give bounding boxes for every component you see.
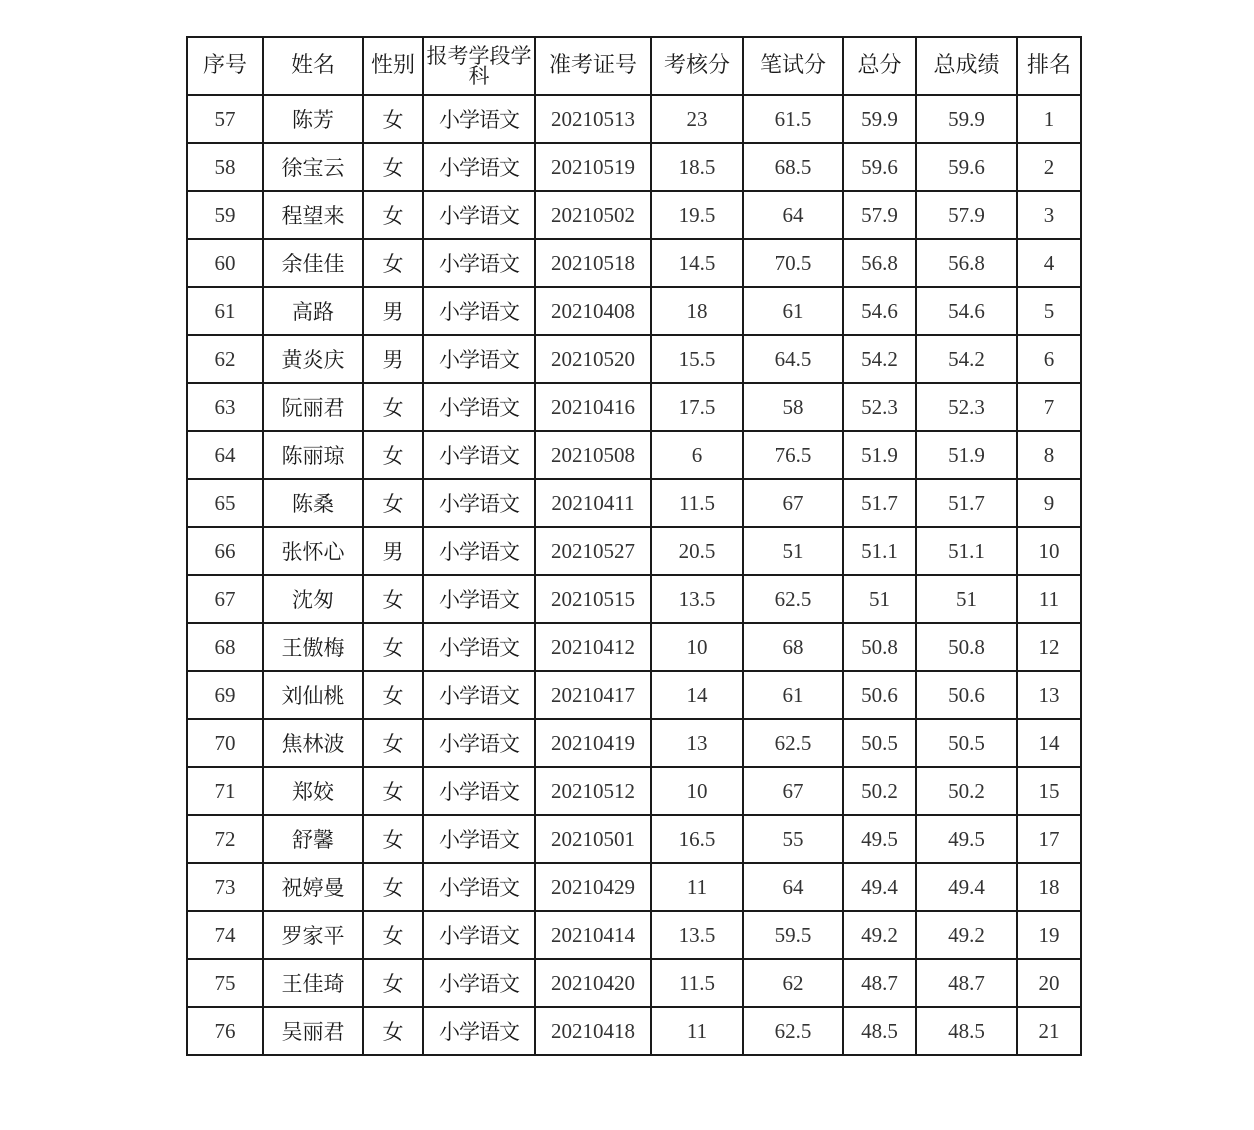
cell-total: 54.2: [843, 335, 916, 383]
cell-exam-id: 20210411: [535, 479, 651, 527]
header-final: 总成绩: [916, 37, 1017, 95]
header-total: 总分: [843, 37, 916, 95]
cell-total: 49.5: [843, 815, 916, 863]
header-subject: 报考学段学科: [423, 37, 535, 95]
cell-subject: 小学语文: [423, 239, 535, 287]
cell-rank: 19: [1017, 911, 1081, 959]
header-gender: 性别: [363, 37, 423, 95]
table-row: [187, 623, 1081, 671]
cell-name: 张怀心: [263, 527, 363, 575]
cell-name: 王佳琦: [263, 959, 363, 1007]
cell-gender: 女: [363, 623, 423, 671]
cell-rank: 4: [1017, 239, 1081, 287]
header-row: [187, 37, 1081, 95]
cell-total: 51.7: [843, 479, 916, 527]
cell-assessment: 13.5: [651, 911, 743, 959]
cell-rank: 12: [1017, 623, 1081, 671]
cell-total: 48.5: [843, 1007, 916, 1055]
cell-written: 67: [743, 767, 843, 815]
cell-rank: 1: [1017, 95, 1081, 143]
cell-exam-id: 20210508: [535, 431, 651, 479]
cell-final: 48.5: [916, 1007, 1017, 1055]
cell-subject: 小学语文: [423, 287, 535, 335]
cell-name: 刘仙桃: [263, 671, 363, 719]
table-row: [187, 863, 1081, 911]
cell-gender: 女: [363, 671, 423, 719]
cell-exam-id: 20210519: [535, 143, 651, 191]
table-row: [187, 143, 1081, 191]
cell-final: 56.8: [916, 239, 1017, 287]
cell-rank: 11: [1017, 575, 1081, 623]
cell-total: 57.9: [843, 191, 916, 239]
cell-rank: 20: [1017, 959, 1081, 1007]
cell-gender: 女: [363, 479, 423, 527]
cell-exam-id: 20210502: [535, 191, 651, 239]
cell-name: 焦林波: [263, 719, 363, 767]
cell-seq: 65: [187, 479, 263, 527]
cell-rank: 10: [1017, 527, 1081, 575]
table-row: [187, 719, 1081, 767]
table-row: [187, 335, 1081, 383]
cell-seq: 68: [187, 623, 263, 671]
cell-final: 57.9: [916, 191, 1017, 239]
cell-written: 64: [743, 863, 843, 911]
score-table: [186, 36, 1082, 1056]
cell-name: 沈匆: [263, 575, 363, 623]
cell-exam-id: 20210520: [535, 335, 651, 383]
cell-written: 61: [743, 287, 843, 335]
cell-final: 52.3: [916, 383, 1017, 431]
cell-rank: 7: [1017, 383, 1081, 431]
cell-assessment: 15.5: [651, 335, 743, 383]
cell-written: 58: [743, 383, 843, 431]
cell-exam-id: 20210414: [535, 911, 651, 959]
cell-gender: 男: [363, 335, 423, 383]
cell-seq: 64: [187, 431, 263, 479]
cell-exam-id: 20210420: [535, 959, 651, 1007]
cell-seq: 75: [187, 959, 263, 1007]
cell-assessment: 11.5: [651, 959, 743, 1007]
header-name: 姓名: [263, 37, 363, 95]
cell-written: 55: [743, 815, 843, 863]
cell-final: 48.7: [916, 959, 1017, 1007]
cell-total: 50.6: [843, 671, 916, 719]
cell-subject: 小学语文: [423, 671, 535, 719]
header-seq: 序号: [187, 37, 263, 95]
cell-assessment: 11: [651, 1007, 743, 1055]
cell-name: 郑姣: [263, 767, 363, 815]
cell-gender: 女: [363, 767, 423, 815]
cell-exam-id: 20210418: [535, 1007, 651, 1055]
cell-gender: 男: [363, 287, 423, 335]
cell-seq: 74: [187, 911, 263, 959]
cell-subject: 小学语文: [423, 959, 535, 1007]
cell-total: 50.5: [843, 719, 916, 767]
cell-name: 王傲梅: [263, 623, 363, 671]
cell-gender: 女: [363, 239, 423, 287]
cell-gender: 女: [363, 911, 423, 959]
cell-final: 49.4: [916, 863, 1017, 911]
cell-seq: 67: [187, 575, 263, 623]
cell-written: 62.5: [743, 1007, 843, 1055]
cell-rank: 21: [1017, 1007, 1081, 1055]
cell-total: 56.8: [843, 239, 916, 287]
cell-total: 52.3: [843, 383, 916, 431]
cell-gender: 女: [363, 719, 423, 767]
cell-exam-id: 20210512: [535, 767, 651, 815]
cell-assessment: 10: [651, 767, 743, 815]
cell-written: 64.5: [743, 335, 843, 383]
cell-final: 59.9: [916, 95, 1017, 143]
cell-assessment: 6: [651, 431, 743, 479]
cell-final: 50.6: [916, 671, 1017, 719]
cell-seq: 72: [187, 815, 263, 863]
cell-final: 49.5: [916, 815, 1017, 863]
cell-name: 罗家平: [263, 911, 363, 959]
cell-name: 徐宝云: [263, 143, 363, 191]
table-row: [187, 1007, 1081, 1055]
cell-gender: 女: [363, 863, 423, 911]
cell-total: 51.1: [843, 527, 916, 575]
cell-exam-id: 20210515: [535, 575, 651, 623]
cell-exam-id: 20210417: [535, 671, 651, 719]
cell-gender: 女: [363, 575, 423, 623]
cell-final: 51.9: [916, 431, 1017, 479]
cell-subject: 小学语文: [423, 143, 535, 191]
cell-total: 50.2: [843, 767, 916, 815]
cell-exam-id: 20210429: [535, 863, 651, 911]
cell-subject: 小学语文: [423, 191, 535, 239]
cell-rank: 6: [1017, 335, 1081, 383]
cell-subject: 小学语文: [423, 383, 535, 431]
cell-total: 51.9: [843, 431, 916, 479]
cell-rank: 8: [1017, 431, 1081, 479]
cell-name: 黄炎庆: [263, 335, 363, 383]
table-row: [187, 191, 1081, 239]
cell-assessment: 11: [651, 863, 743, 911]
cell-exam-id: 20210416: [535, 383, 651, 431]
cell-rank: 9: [1017, 479, 1081, 527]
cell-seq: 69: [187, 671, 263, 719]
cell-subject: 小学语文: [423, 479, 535, 527]
cell-subject: 小学语文: [423, 431, 535, 479]
cell-rank: 5: [1017, 287, 1081, 335]
cell-gender: 女: [363, 95, 423, 143]
cell-final: 54.2: [916, 335, 1017, 383]
cell-gender: 女: [363, 143, 423, 191]
cell-seq: 70: [187, 719, 263, 767]
cell-assessment: 17.5: [651, 383, 743, 431]
table-row: [187, 671, 1081, 719]
cell-name: 程望来: [263, 191, 363, 239]
cell-subject: 小学语文: [423, 527, 535, 575]
table-row: [187, 479, 1081, 527]
cell-name: 陈桑: [263, 479, 363, 527]
cell-seq: 71: [187, 767, 263, 815]
cell-gender: 女: [363, 383, 423, 431]
cell-name: 阮丽君: [263, 383, 363, 431]
cell-exam-id: 20210419: [535, 719, 651, 767]
cell-final: 50.5: [916, 719, 1017, 767]
cell-written: 51: [743, 527, 843, 575]
cell-seq: 61: [187, 287, 263, 335]
table-row: [187, 575, 1081, 623]
cell-seq: 73: [187, 863, 263, 911]
header-exam-id: 准考证号: [535, 37, 651, 95]
table-row: [187, 431, 1081, 479]
cell-final: 49.2: [916, 911, 1017, 959]
cell-rank: 15: [1017, 767, 1081, 815]
cell-seq: 76: [187, 1007, 263, 1055]
header-written: 笔试分: [743, 37, 843, 95]
cell-final: 50.2: [916, 767, 1017, 815]
cell-written: 61: [743, 671, 843, 719]
cell-rank: 18: [1017, 863, 1081, 911]
cell-written: 76.5: [743, 431, 843, 479]
cell-final: 50.8: [916, 623, 1017, 671]
cell-total: 59.9: [843, 95, 916, 143]
cell-assessment: 13: [651, 719, 743, 767]
cell-written: 62: [743, 959, 843, 1007]
cell-assessment: 13.5: [651, 575, 743, 623]
cell-exam-id: 20210408: [535, 287, 651, 335]
cell-gender: 女: [363, 431, 423, 479]
table-row: [187, 911, 1081, 959]
cell-name: 余佳佳: [263, 239, 363, 287]
cell-written: 68.5: [743, 143, 843, 191]
cell-total: 48.7: [843, 959, 916, 1007]
cell-total: 59.6: [843, 143, 916, 191]
table-body: [187, 95, 1081, 1055]
cell-seq: 58: [187, 143, 263, 191]
cell-total: 49.2: [843, 911, 916, 959]
cell-assessment: 18: [651, 287, 743, 335]
cell-rank: 2: [1017, 143, 1081, 191]
cell-exam-id: 20210501: [535, 815, 651, 863]
cell-subject: 小学语文: [423, 863, 535, 911]
cell-seq: 66: [187, 527, 263, 575]
cell-subject: 小学语文: [423, 767, 535, 815]
cell-seq: 63: [187, 383, 263, 431]
cell-seq: 59: [187, 191, 263, 239]
cell-name: 舒馨: [263, 815, 363, 863]
cell-written: 59.5: [743, 911, 843, 959]
cell-final: 51.7: [916, 479, 1017, 527]
cell-exam-id: 20210412: [535, 623, 651, 671]
cell-gender: 男: [363, 527, 423, 575]
cell-assessment: 16.5: [651, 815, 743, 863]
table-row: [187, 383, 1081, 431]
cell-assessment: 14.5: [651, 239, 743, 287]
cell-rank: 17: [1017, 815, 1081, 863]
cell-final: 51: [916, 575, 1017, 623]
cell-seq: 60: [187, 239, 263, 287]
table-row: [187, 239, 1081, 287]
cell-written: 68: [743, 623, 843, 671]
cell-name: 陈丽琼: [263, 431, 363, 479]
cell-final: 54.6: [916, 287, 1017, 335]
cell-subject: 小学语文: [423, 335, 535, 383]
table-row: [187, 959, 1081, 1007]
cell-gender: 女: [363, 815, 423, 863]
cell-name: 高路: [263, 287, 363, 335]
table-row: [187, 527, 1081, 575]
cell-name: 陈芳: [263, 95, 363, 143]
cell-subject: 小学语文: [423, 623, 535, 671]
cell-written: 64: [743, 191, 843, 239]
cell-exam-id: 20210518: [535, 239, 651, 287]
cell-assessment: 11.5: [651, 479, 743, 527]
header-assessment: 考核分: [651, 37, 743, 95]
cell-written: 67: [743, 479, 843, 527]
cell-seq: 62: [187, 335, 263, 383]
cell-gender: 女: [363, 191, 423, 239]
cell-exam-id: 20210513: [535, 95, 651, 143]
cell-name: 祝婷曼: [263, 863, 363, 911]
cell-final: 51.1: [916, 527, 1017, 575]
cell-rank: 14: [1017, 719, 1081, 767]
cell-written: 62.5: [743, 575, 843, 623]
cell-subject: 小学语文: [423, 575, 535, 623]
cell-subject: 小学语文: [423, 719, 535, 767]
cell-subject: 小学语文: [423, 815, 535, 863]
cell-subject: 小学语文: [423, 911, 535, 959]
cell-assessment: 20.5: [651, 527, 743, 575]
table-row: [187, 287, 1081, 335]
cell-gender: 女: [363, 1007, 423, 1055]
table-row: [187, 767, 1081, 815]
cell-assessment: 14: [651, 671, 743, 719]
cell-exam-id: 20210527: [535, 527, 651, 575]
cell-rank: 3: [1017, 191, 1081, 239]
cell-rank: 13: [1017, 671, 1081, 719]
cell-subject: 小学语文: [423, 1007, 535, 1055]
cell-gender: 女: [363, 959, 423, 1007]
cell-assessment: 23: [651, 95, 743, 143]
cell-written: 61.5: [743, 95, 843, 143]
cell-assessment: 10: [651, 623, 743, 671]
cell-name: 吴丽君: [263, 1007, 363, 1055]
cell-total: 49.4: [843, 863, 916, 911]
cell-final: 59.6: [916, 143, 1017, 191]
cell-written: 70.5: [743, 239, 843, 287]
table-row: [187, 95, 1081, 143]
cell-seq: 57: [187, 95, 263, 143]
cell-subject: 小学语文: [423, 95, 535, 143]
cell-total: 50.8: [843, 623, 916, 671]
cell-total: 51: [843, 575, 916, 623]
cell-assessment: 18.5: [651, 143, 743, 191]
cell-assessment: 19.5: [651, 191, 743, 239]
cell-written: 62.5: [743, 719, 843, 767]
table-row: [187, 815, 1081, 863]
header-rank: 排名: [1017, 37, 1081, 95]
cell-total: 54.6: [843, 287, 916, 335]
